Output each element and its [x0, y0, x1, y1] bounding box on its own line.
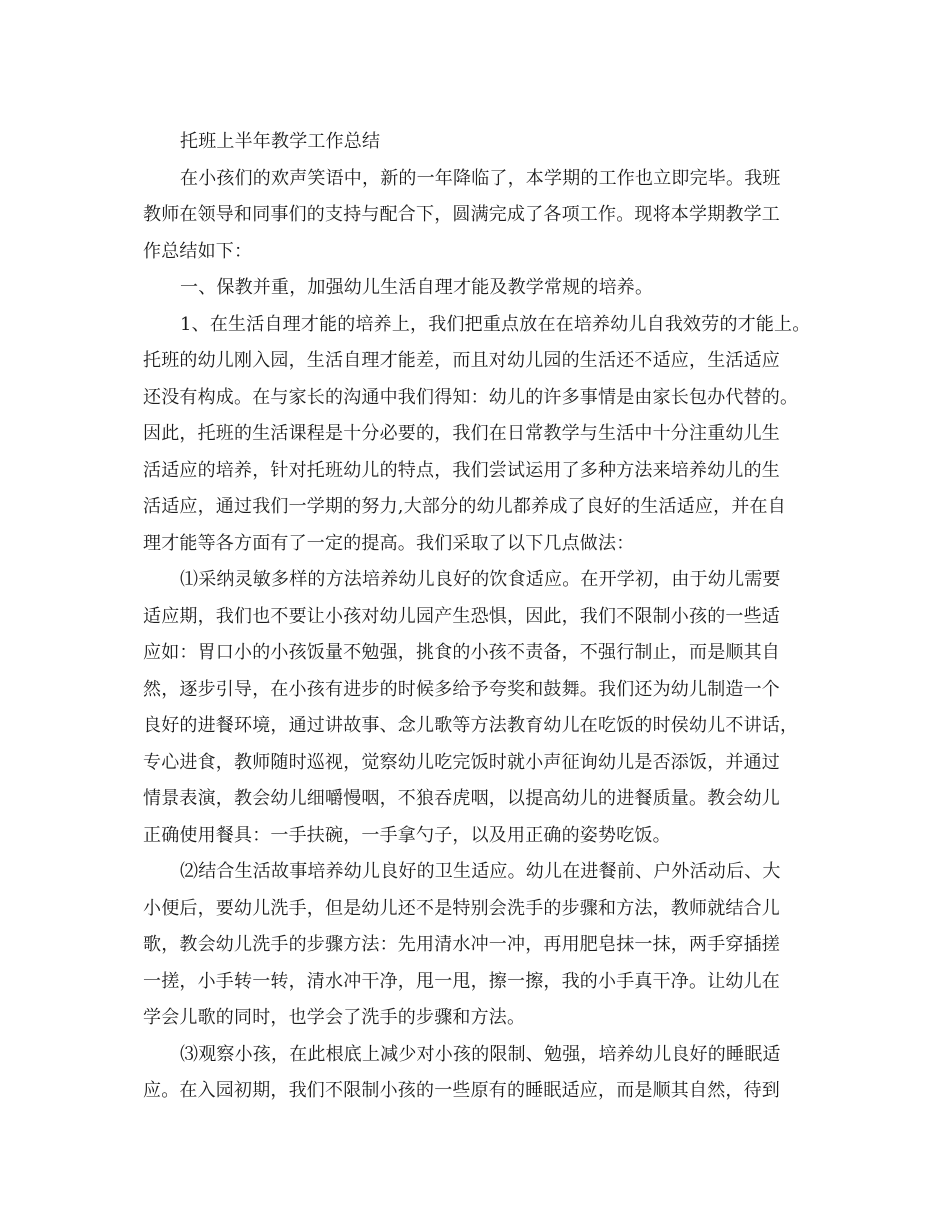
paragraph-line: ⑵结合生活故事培养幼儿良好的卫生适应。幼儿在进餐前、户外活动后、大 — [180, 861, 781, 882]
paragraph-line: 因此，托班的生活课程是十分必要的，我们在日常教学与生活中十分注重幼儿生 — [143, 423, 780, 444]
paragraph-line: 教师在领导和同事们的支持与配合下，圆满完成了各项工作。现将本学期教学工 — [143, 204, 780, 225]
document-body — [143, 124, 823, 1110]
paragraph-line: 正确使用餐具：一手扶碗，一手拿勺子，以及用正确的姿势吃饭。 — [143, 824, 671, 846]
paragraph-line: 然，逐步引导，在小孩有进步的时候多给予夸奖和鼓舞。我们还为幼儿制造一个 — [143, 678, 780, 700]
paragraph-line: 适应期，我们也不要让小孩对幼儿园产生恐惧，因此，我们不限制小孩的一些适 — [143, 605, 780, 627]
paragraph-line: 应。在入园初期，我们不限制小孩的一些原有的睡眠适应，而是顺其自然，待到 — [143, 1080, 780, 1101]
paragraph-line: ⑴采纳灵敏多样的方法培养幼儿良好的饮食适应。在开学初，由于幼儿需要 — [180, 569, 781, 590]
paragraph-line: 歌，教会幼儿洗手的步骤方法：先用清水冲一冲，再用肥皂抹一抹，两手穿插搓 — [143, 934, 780, 955]
paragraph-line: 活适应，通过我们一学期的努力,大部分的幼儿都养成了良好的生活适应，并在自 — [143, 496, 786, 517]
paragraph-line: 专心进食，教师随时巡视，觉察幼儿吃完饭时就小声征询幼儿是否添饭，并通过 — [143, 751, 780, 773]
paragraph-line: 理才能等各方面有了一定的提高。我们采取了以下几点做法： — [143, 532, 635, 554]
paragraph-line: 托班的幼儿刚入园，生活自理才能差，而且对幼儿园的生活还不适应，生活适应 — [143, 350, 780, 371]
paragraph-line: 还没有构成。在与家长的沟通中我们得知：幼儿的许多事情是由家长包办代替的。 — [143, 386, 799, 408]
paragraph-line: 小便后，要幼儿洗手，但是幼儿还不是特别会洗手的步骤和方法，教师就结合儿 — [143, 897, 780, 919]
paragraph-line: 1、在生活自理才能的培养上，我们把重点放在在培养幼儿自我效劳的才能上。 — [180, 313, 811, 335]
paragraph-line: 良好的进餐环境，通过讲故事、念儿歌等方法教育幼儿在吃饭的时侯幼儿不讲话， — [143, 715, 799, 736]
paragraph-line: 在小孩们的欢声笑语中，新的一年降临了，本学期的工作也立即完毕。我班 — [180, 167, 781, 189]
section-heading: 一、保教并重，加强幼儿生活自理才能及教学常规的培养。 — [180, 277, 654, 298]
paragraph-line: 作总结如下： — [143, 240, 253, 262]
document-title: 托班上半年教学工作总结 — [180, 131, 381, 152]
paragraph-line: 情景表演，教会幼儿细嚼慢咽，不狼吞虎咽，以提高幼儿的进餐质量。教会幼儿 — [143, 788, 780, 809]
paragraph-line: 学会儿歌的同时，也学会了洗手的步骤和方法。 — [143, 1007, 526, 1028]
paragraph-line: 一搓，小手转一转，清水冲干净，甩一甩，擦一擦，我的小手真干净。让幼儿在 — [143, 970, 780, 992]
paragraph-line: 活适应的培养，针对托班幼儿的特点，我们尝试运用了多种方法来培养幼儿的生 — [143, 459, 780, 481]
paragraph-line: 应如：胃口小的小孩饭量不勉强，挑食的小孩不责备，不强行制止，而是顺其自 — [143, 642, 780, 663]
paragraph-line: ⑶观察小孩，在此根底上减少对小孩的限制、勉强，培养幼儿良好的睡眠适 — [180, 1043, 781, 1065]
